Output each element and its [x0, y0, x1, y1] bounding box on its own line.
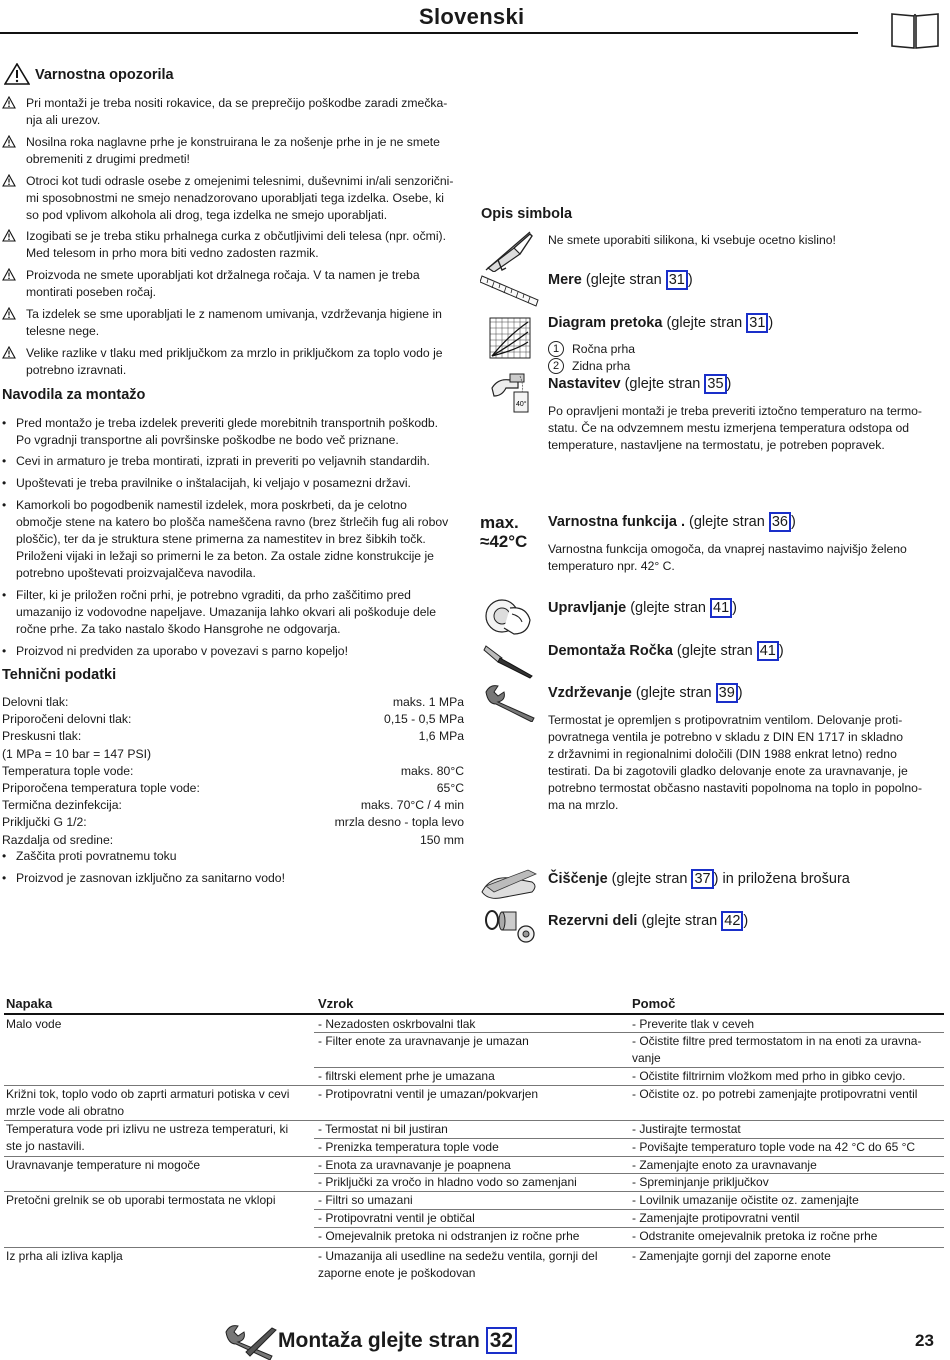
bullet-icon: •	[2, 644, 7, 658]
silicone-gun-icon	[484, 230, 534, 272]
spec-value: maks. 1 MPa	[392, 695, 464, 709]
table-cell-vzrok: - Filter enote za uravnavanje je umazan	[318, 1034, 529, 1048]
warning-icon	[2, 345, 20, 379]
rezervni-page-link[interactable]: 42	[721, 911, 743, 931]
table-cell-napaka: Pretočni grelnik se ob uporabi termostata ne vklopi	[6, 1193, 276, 1207]
safety-item-text: Otroci kot tudi odrasle osebe z omejenimi telesnimi, duševnimi in/ali senzorični- mi sposobnostmi ne smejo nenadzorovano uporabljati tega izdelka. Osebe, ki so pod vplivom alkohola ali drog, tega izdelka ne smejo uporabljati.	[26, 174, 454, 222]
montaza-item-text: Pred montažo je treba izdelek preveriti glede morebitnih transportnih poškodb. Po vgradnji transportne ali površinske poškodbe ne bodo več priznane.	[16, 416, 439, 447]
table-cell-vzrok: - Filtri so umazani	[318, 1193, 413, 1207]
safety-item	[2, 345, 462, 379]
diagram-heading: Diagram pretoka (glejte stran 31 )	[548, 315, 774, 331]
table-cell-vzrok: - Enota za uravnavanje je poapnena	[318, 1158, 511, 1172]
warning-icon	[2, 95, 20, 129]
spec-row	[2, 763, 464, 780]
bullet-icon: •	[2, 849, 7, 863]
spec-row	[2, 711, 464, 728]
table-cell-pomoc: - Očistite filtre pred termostatom in na enoti za uravna- vanje	[632, 1034, 922, 1065]
table-cell-vzrok: - Termostat ni bil justiran	[318, 1122, 448, 1136]
montaza-item-text: Filter, ki je priložen ročni prhi, je potrebno vgraditi, da prho zaščitimo pred umazanijo iz vodovodne napeljave. Umazanija lahko okvari ali poškoduje dele ročne prhe. Za tako nastalo škodo Hansgrohe ne odgovarja.	[16, 588, 437, 636]
safety-item-text: Pri montaži je treba nositi rokavice, da se preprečijo poškodbe zaradi zmečka- nja ali urezov.	[26, 96, 448, 127]
table-cell-pomoc: - Zamenjajte enoto za uravnavanje	[632, 1158, 817, 1172]
tech-bullet-text: Zaščita proti povratnemu toku	[16, 849, 177, 863]
spec-label: Priporočena temperatura tople vode:	[2, 781, 200, 795]
header-vzrok: Vzrok	[318, 996, 354, 1011]
warning-icon	[2, 173, 20, 224]
bullet-icon: •	[2, 498, 7, 512]
table-cell-pomoc: - Odstranite omejevalnik pretoka iz ročne prhe	[632, 1229, 878, 1243]
spec-value: 1,6 MPa	[418, 729, 464, 744]
table-cell-pomoc: - Očistite filtrirnim vložkom med prho in gibko cevjo.	[632, 1069, 906, 1083]
page-number: 23	[915, 1331, 934, 1350]
safety-item	[2, 95, 462, 129]
spec-value: maks. 80°C	[400, 763, 464, 778]
nastavitev-heading: Nastavitev (glejte stran 35 )	[548, 376, 732, 392]
max-label: max.	[480, 513, 519, 532]
spec-row	[2, 728, 464, 745]
demontaza-page-link[interactable]: 41	[757, 641, 779, 661]
table-cell-vzrok: - Prenizka temperatura tople vode	[318, 1140, 499, 1154]
rezervni-heading: Rezervni deli (glejte stran 42 )	[548, 913, 749, 929]
svg-text:40°: 40°	[516, 401, 527, 408]
table-cell-vzrok: - filtrski element prhe je umazana	[318, 1069, 495, 1083]
bullet-icon: •	[2, 871, 7, 885]
spare-parts-icon	[482, 906, 538, 946]
tech-heading: Tehnični podatki	[2, 667, 117, 683]
table-cell-pomoc: - Justirajte termostat	[632, 1122, 741, 1136]
spec-row	[2, 797, 464, 814]
montaza-item	[2, 453, 460, 470]
safety-item	[2, 134, 462, 168]
montaza-item-text: Proizvod ni predviden za uporabo v povezavi s parno kopeljo!	[16, 644, 348, 658]
table-cell-pomoc: - Povišajte temperaturo tople vode na 42 °C do 65 °C	[632, 1140, 916, 1154]
spec-label: Priključki G 1/2:	[2, 815, 87, 830]
varnostna-page-link[interactable]: 36	[769, 512, 791, 532]
mere-page-link[interactable]: 31	[666, 270, 688, 290]
spec-row	[2, 832, 464, 849]
table-cell-napaka: Temperatura vode pri izlivu ne ustreza temperaturi, ki ste jo nastavili.	[6, 1122, 289, 1153]
table-cell-vzrok: - Umazanija ali usedline na sedežu ventila, gornji del zaporne enote je poškodovan	[318, 1249, 598, 1280]
spec-label: Termična dezinfekcija:	[2, 798, 122, 813]
montaza-item-text: Upoštevati je treba pravilnike o inštalacijah, ki veljajo v posamezni državi.	[16, 476, 411, 490]
montaza-item	[2, 643, 460, 660]
rocna-label: Ročna prha	[572, 342, 636, 356]
wrench-icon	[482, 682, 540, 722]
table-cell-vzrok: - Protipovratni ventil je umazan/pokvarjen	[318, 1087, 539, 1101]
diagram-page-link[interactable]: 31	[746, 313, 768, 333]
spec-row	[2, 746, 464, 763]
safety-item-text: Velike razlike v tlaku med priključkom za mrzlo in priključkom za toplo vodo je potrebno izravnati.	[26, 346, 443, 377]
safety-item	[2, 306, 462, 340]
safety-item-text: Ta izdelek se sme uporabljati le z namenom umivanja, vzdrževanja higiene in telesne nege.	[26, 307, 442, 338]
vzdrzevanje-heading: Vzdrževanje (glejte stran 39 )	[548, 685, 743, 701]
thermostat-adjust-icon	[484, 366, 536, 414]
spec-label: Preskusni tlak:	[2, 729, 82, 744]
nastavitev-page-link[interactable]: 35	[704, 374, 726, 394]
spec-value: 65°C	[436, 781, 464, 795]
circle-number-1: 1	[548, 341, 564, 357]
table-cell-pomoc: - Spreminjanje priključkov	[632, 1175, 769, 1189]
table-cell-vzrok: - Omejevalnik pretoka ni odstranjen iz ročne prhe	[318, 1229, 580, 1243]
montaza-item-text: Cevi in armaturo je treba montirati, izprati in preveriti po veljavnih standardih.	[16, 454, 430, 468]
safety-item-text: Izogibati se je treba stiku prhalnega curka z občutljivimi deli telesa (npr. očmi). Med telesom in prho mora biti vedno zadosten razmik.	[26, 229, 446, 260]
zidna-label: Zidna prha	[572, 359, 631, 373]
safety-item	[2, 173, 462, 224]
table-cell-vzrok: - Priključki za vročo in hladno vodo so zamenjani	[318, 1175, 577, 1189]
bullet-icon: •	[2, 416, 7, 430]
montaza-heading: Navodila za montažo	[2, 387, 146, 403]
demontaza-heading: Demontaža Ročka (glejte stran 41 )	[548, 643, 784, 659]
cleaning-hand-icon	[480, 862, 542, 902]
spec-label: Priporočeni delovni tlak:	[2, 712, 132, 727]
ciscenje-heading: Čiščenje (glejte stran 37 ) in priložena brošura	[548, 871, 850, 887]
ciscenje-page-link[interactable]: 37	[691, 869, 713, 889]
footer-wrench-icon	[222, 1322, 278, 1360]
screwdriver-icon	[482, 640, 538, 680]
montaza-item-text: Kamorkoli bo pogodbenik namestil izdelek, mora poskrbeti, da je celotno območje stene na katero bo plošča nameščena ravno (brez štrlečih fug ali robov ploščic), ter da je struktura stene primerna za namestitev in brez šibkih točk. Priloženi vijaki in ležaji so primerni le za beton. Za ostale zidne konstrukcije je potrebno upoštevati proizvajalčeva navodila.	[16, 498, 449, 580]
table-cell-pomoc: - Očistite oz. po potrebi zamenjajte protipovratni ventil	[632, 1087, 918, 1101]
spec-row	[2, 780, 464, 797]
warning-icon	[2, 134, 20, 168]
header-rule	[0, 32, 858, 34]
nastavitev-text: Po opravljeni montaži je treba preveriti iztočno temperaturo na termo- statu. Če na odvzemnem mestu izmerjena temperatura odstopa od temperature, nastavljene na termostatu, je potreben popravek.	[548, 404, 922, 452]
book-icon	[890, 10, 940, 50]
table-cell-napaka: Križni tok, toplo vodo ob zaprti armaturi potiska v cevi mrzle vode ali obratno	[6, 1087, 290, 1118]
table-cell-vzrok: - Protipovratni ventil je obtičal	[318, 1211, 475, 1225]
warning-icon	[2, 267, 20, 301]
spec-label: Razdalja od sredine:	[2, 832, 114, 847]
montaza-item	[2, 475, 460, 492]
silicone-text: Ne smete uporabiti silikona, ki vsebuje ocetno kislino!	[548, 233, 836, 247]
table-cell-vzrok: - Nezadosten oskrbovalni tlak	[318, 1017, 476, 1031]
table-cell-napaka: Uravnavanje temperature ni mogoče	[6, 1158, 201, 1172]
varnostna-heading: Varnostna funkcija . (glejte stran 36 )	[548, 514, 796, 530]
varnostna-text: Varnostna funkcija omogoča, da vnaprej nastavimo najvišjo želeno temperaturo npr. 42° C.	[548, 542, 907, 573]
header-pomoc: Pomoč	[632, 996, 676, 1011]
bullet-icon: •	[2, 454, 7, 468]
page-title: Slovenski	[419, 4, 525, 29]
footer-page-link[interactable]: 32	[486, 1327, 517, 1354]
flow-diagram-icon	[488, 316, 532, 360]
upravljanje-page-link[interactable]: 41	[710, 598, 732, 618]
spec-value: 150 mm	[419, 832, 464, 847]
spec-value: maks. 70°C / 4 min	[360, 798, 464, 813]
warning-icon	[2, 228, 20, 262]
bullet-icon: •	[2, 588, 7, 602]
warning-icon	[4, 63, 30, 85]
safety-item	[2, 267, 462, 301]
table-header	[4, 995, 944, 1015]
table-cell-pomoc: - Preverite tlak v ceveh	[632, 1017, 755, 1031]
safety-item-text: Proizvoda ne smete uporabljati kot držalnega ročaja. V ta namen je treba montirati poseben ročaj.	[26, 268, 420, 299]
montaza-item	[2, 587, 460, 638]
spec-label: (1 MPa = 10 bar = 147 PSI)	[2, 746, 152, 761]
vzdrzevanje-text: Termostat je opremljen s protipovratnim ventilom. Delovanje proti- povratnega ventila je potrebno v skladu z DIN EN 1717 in skladno z državnimi in regionalnimi določili (DIN 1988 enkrat letno) redno testirati. Da bi zagotovili gladko delovanje enote za uravnavanje, je potrebno termostat občasno nastaviti popolnoma na toplo in popolno- ma na mrzlo.	[548, 713, 922, 812]
tech-bullet	[2, 870, 460, 887]
upravljanje-heading: Upravljanje (glejte stran 41 )	[548, 600, 737, 616]
spec-value: mrzla desno - topla levo	[334, 815, 464, 830]
safety-heading: Varnostna opozorila	[35, 67, 174, 83]
ruler-icon	[480, 270, 540, 310]
spec-label: Temperatura tople vode:	[2, 763, 134, 778]
mere-heading: Mere (glejte stran 31 )	[548, 272, 693, 288]
header-napaka: Napaka	[6, 996, 53, 1011]
table-cell-pomoc: - Lovilnik umazanije očistite oz. zamenjajte	[632, 1193, 859, 1207]
warning-icon	[2, 306, 20, 340]
table-cell-napaka: Malo vode	[6, 1017, 62, 1031]
spec-row	[2, 814, 464, 831]
spec-label: Delovni tlak:	[2, 695, 69, 709]
montaza-item	[2, 415, 460, 449]
max-temp-label: ≈42°C	[480, 532, 528, 551]
safety-item	[2, 228, 462, 262]
symbols-heading: Opis simbola	[481, 206, 573, 222]
table-cell-napaka: Iz prha ali izliva kaplja	[6, 1249, 123, 1263]
table-cell-pomoc: - Zamenjajte gornji del zaporne enote	[632, 1249, 831, 1263]
vzdrzevanje-page-link[interactable]: 39	[716, 683, 738, 703]
circle-number-2: 2	[548, 358, 564, 374]
tech-bullet-text: Proizvod je zasnovan izključno za sanitarno vodo!	[16, 871, 285, 885]
spec-value: 0,15 - 0,5 MPa	[384, 712, 464, 727]
tech-bullet	[2, 848, 460, 865]
footer-montaza: Montaža glejte stran 32	[278, 1326, 517, 1356]
safety-item-text: Nosilna roka naglavne prhe je konstruirana le za nošenje prhe in je ne smete obremeniti z drugimi predmeti!	[26, 135, 440, 166]
bullet-icon: •	[2, 476, 7, 490]
montaza-item	[2, 497, 460, 582]
hand-knob-icon	[482, 594, 534, 638]
spec-row	[2, 694, 464, 711]
table-cell-pomoc: - Zamenjajte protipovratni ventil	[632, 1211, 800, 1225]
